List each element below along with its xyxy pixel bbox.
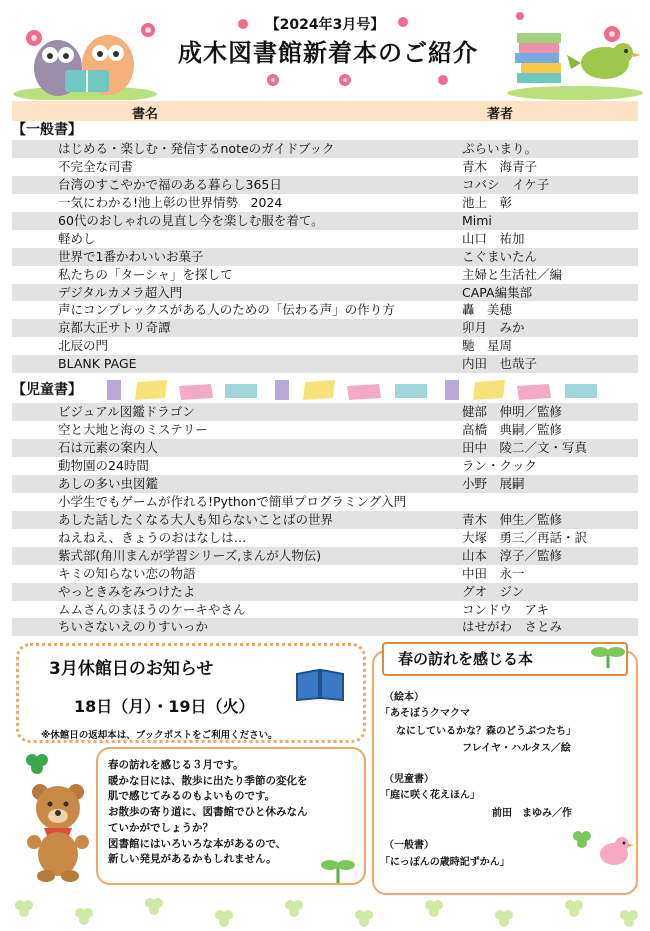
book-author: CAPA編集部: [462, 284, 533, 300]
table-row: [12, 457, 638, 475]
table-row: [12, 266, 638, 284]
picture-book-label: （絵本）: [384, 692, 424, 703]
general-books: [12, 140, 638, 373]
book-title: ビジュアル図鑑ドラゴン: [58, 404, 195, 420]
book-title: 紫式部(角川まんが学習シリーズ,まんが人物伝): [58, 547, 322, 563]
spring-books-box: [372, 650, 638, 895]
book-title: ちいさないえのりすいっか: [58, 619, 209, 635]
picture-book-author: フレイヤ・ハルタス／絵: [462, 743, 571, 754]
table-row: [12, 176, 638, 194]
book-title: 北辰の門: [58, 338, 109, 354]
section-children-text: 【児童書】: [12, 382, 82, 399]
table-row: [12, 319, 638, 337]
picture-book-title-2: なにしているかな？森のどうぶつたち」: [396, 726, 576, 737]
table-row: [12, 355, 638, 373]
clover-icon: [570, 828, 594, 852]
table-row: [12, 583, 638, 601]
closure-dates: 18日（月）・19日（火）: [74, 697, 255, 716]
book-author: コンドウ アキ: [462, 601, 550, 617]
book-title: あした話したくなる大人も知らないことばの世界: [58, 511, 334, 527]
book-title: 動物園の24時間: [58, 458, 149, 473]
footer-clover-decoration: [0, 893, 650, 931]
book-author: 田中 陵二／文・写真: [462, 440, 588, 456]
column-headers: [12, 101, 638, 121]
book-author: 山本 淳子／監修: [462, 547, 563, 563]
book-title: ねえねえ、きょうのおはなしは…: [58, 529, 247, 545]
book-title: デジタルカメラ超入門: [58, 284, 183, 300]
books-row-decoration: [107, 378, 627, 402]
book-title: 一気にわかる!池上彰の世界情勢 2024: [58, 194, 283, 210]
table-row: [12, 337, 638, 355]
general-book-label: （一般書）: [384, 840, 434, 851]
book-title: 小学生でもゲームが作れる!Pythonで簡単プログラミング入門: [58, 493, 407, 509]
table-row: [12, 403, 638, 421]
open-book-icon: [295, 666, 345, 702]
children-books: [12, 403, 638, 636]
section-general-label: 【一般書】: [12, 122, 82, 138]
bubble-line: 春の訪れを感じる３月です。: [108, 759, 244, 771]
book-author: 内田 也哉子: [462, 356, 538, 372]
bubble-line: ていかがでしょうか？: [108, 821, 213, 834]
book-author: 轟 美穂: [462, 302, 513, 318]
book-title: 60代のおしゃれの見直し今を楽しむ服を着て。: [58, 212, 324, 228]
table-row: [12, 601, 638, 619]
book-author: ラン・クック: [462, 458, 538, 473]
column-header-title: 書名: [132, 107, 159, 122]
book-title: 台湾のすこやかで福のある暮らし365日: [58, 176, 282, 192]
page-title: 成木図書館新着本のご紹介: [178, 39, 478, 67]
column-header-author: 著者: [487, 107, 514, 122]
book-author: 主婦と生活社／編: [462, 266, 563, 282]
book-title: やっときみをみつけたよ: [58, 583, 196, 599]
table-row: [12, 547, 638, 565]
book-author: 卯月 みか: [462, 320, 525, 336]
book-title: 石は元素の案内人: [58, 440, 159, 456]
book-author: 青木 海青子: [462, 158, 538, 174]
bubble-line: 図書館にはいろいろな本があるので、: [108, 837, 287, 850]
book-author: コバシ イケ子: [462, 176, 550, 192]
book-title: ムムさんのまほうのケーキやさん: [58, 601, 246, 617]
book-title: 京都大正サトリ奇譚: [58, 320, 171, 336]
spring-books-title: 春の訪れを感じる本: [382, 642, 628, 676]
book-author: 青木 伸生／監修: [462, 511, 563, 527]
table-row: [12, 439, 638, 457]
book-author: ぷらいまり。: [462, 141, 538, 156]
book-title: キミの知らない恋の物語: [58, 565, 196, 581]
book-author: Mimi: [462, 212, 492, 228]
header: [0, 0, 650, 100]
table-row: [12, 421, 638, 439]
book-title: 軽めし: [58, 230, 96, 246]
table-row: [12, 140, 638, 158]
book-author: 池上 彰: [462, 194, 513, 210]
table-row: [12, 565, 638, 583]
book-title: 私たちの「ターシャ」を探して: [58, 266, 233, 282]
table-row: [12, 284, 638, 302]
book-title: 世界で1番かわいいお菓子: [58, 248, 204, 264]
book-author: グオ ジン: [462, 583, 525, 599]
book-title: あしの多い虫図鑑: [58, 475, 159, 491]
bubble-line: 肌で感じてみるのもよいものです。: [108, 790, 276, 803]
book-title: BLANK PAGE: [58, 356, 137, 372]
book-author: 山口 祐加: [462, 230, 525, 246]
general-book-title: 「にっぽんの歳時記ずかん」: [380, 857, 510, 868]
table-row: [12, 493, 638, 511]
book-author: 健部 伸明／監修: [462, 404, 563, 420]
picture-book-title-1: 「あそぼうクマクマ: [380, 708, 470, 719]
bubble-line: お散歩の寄り道に、図書館でひと休みなん: [108, 806, 308, 819]
book-title: 声にコンプレックスがある人のための「伝わる声」の作り方: [58, 302, 395, 318]
table-row: [12, 230, 638, 248]
children-book-title: 「庭に咲く花えほん」: [380, 790, 480, 801]
bubble-line: 新しい発見があるかもしれません。: [108, 853, 277, 866]
notice-title: 3月休館日のお知らせ: [49, 659, 214, 679]
book-author: 馳 星周: [462, 338, 513, 354]
table-row: [12, 158, 638, 176]
book-author: 中田 永一: [462, 565, 525, 581]
closure-note: ※休館日の返却本は、ブックポストをご利用ください。: [41, 730, 278, 741]
book-title: 空と大地と海のミステリー: [58, 422, 208, 438]
closure-notice: [16, 643, 366, 743]
table-row: [12, 212, 638, 230]
issue-label: 【2024年3月号】: [265, 17, 385, 33]
book-title: はじめる・楽しむ・発信するnoteのガイドブック: [58, 141, 335, 156]
section-children-label: [12, 377, 638, 403]
book-author: こぐまいたん: [462, 248, 538, 264]
book-title: 不完全な司書: [58, 158, 134, 174]
pink-bird-icon: [594, 830, 634, 870]
book-author: 小野 展嗣: [462, 475, 525, 491]
table-row: [12, 194, 638, 212]
table-row: [12, 511, 638, 529]
children-book-label: （児童書）: [384, 774, 434, 785]
book-author: はせがわ さとみ: [462, 619, 563, 635]
children-book-author: 前田 まゆみ／作: [492, 808, 572, 819]
clover-icon: [26, 754, 48, 774]
book-author: 大塚 勇三／再話・訳: [462, 529, 588, 545]
sprout-icon: [318, 855, 358, 885]
table-row: [12, 529, 638, 547]
table-row: [12, 301, 638, 319]
table-row: [12, 618, 638, 636]
book-author: 高橋 典嗣／監修: [462, 422, 563, 438]
sprout-icon: [590, 644, 626, 670]
book-list: [12, 121, 638, 636]
table-row: [12, 248, 638, 266]
bear-illustration: [18, 750, 98, 885]
bubble-line: 暖かな日には、散歩に出たり季節の変化を: [108, 774, 308, 787]
table-row: [12, 475, 638, 493]
